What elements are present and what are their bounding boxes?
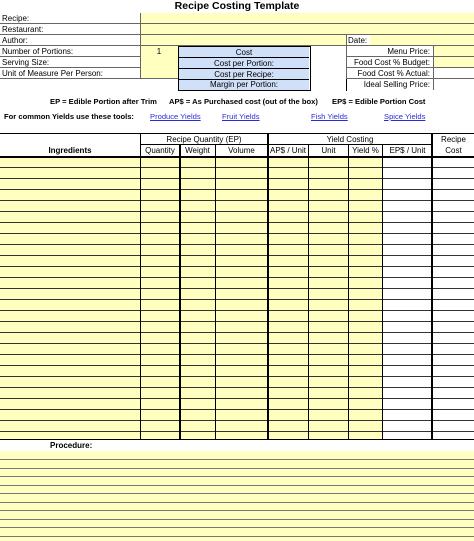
produce-yields-link[interactable]: Produce Yields: [150, 112, 201, 121]
fruit-yields-link[interactable]: Fruit Yields: [222, 112, 260, 121]
ingredients-column-header: Ingredients: [48, 146, 92, 155]
recipe-input[interactable]: [140, 13, 474, 24]
unit-of-measure-field[interactable]: [140, 68, 178, 79]
cost-header: Cost: [179, 47, 309, 58]
serving-size-input[interactable]: [140, 57, 178, 68]
portions-field[interactable]: 1: [140, 46, 178, 57]
legend-row: [0, 96, 474, 107]
weight-column[interactable]: [181, 157, 215, 439]
legend-ap: AP$ = As Purchased cost (out of the box): [169, 97, 318, 106]
legend-eps: EP$ = Edible Portion Cost: [332, 97, 426, 106]
margin-per-portion-label: Margin per Portion:: [179, 80, 309, 90]
procedure-label: Procedure:: [50, 441, 93, 450]
restaurant-label: Restaurant:: [2, 25, 44, 34]
yield-percent-column-header: Yield %: [352, 146, 379, 155]
portions-label: Number of Portions:: [2, 47, 74, 56]
col-sep-quantity: [179, 145, 181, 439]
unit-column-header: Unit: [321, 146, 336, 155]
unit-column[interactable]: [309, 157, 348, 439]
menu-price-input[interactable]: [433, 46, 474, 57]
yield-tools-label: For common Yields use these tools:: [4, 112, 134, 121]
ingredients-table: [0, 133, 474, 440]
col-sep-ingredients: [140, 134, 141, 439]
recipe-quantity-group-header: Recipe Quantity (EP): [141, 134, 267, 145]
recipe-cost-group-header: Recipe: [441, 135, 466, 144]
food-cost-budget-label: Food Cost % Budget:: [353, 58, 430, 67]
page-title: Recipe Costing Template: [174, 0, 300, 12]
cost-per-portion-label: Cost per Portion:: [179, 58, 309, 69]
unit-of-measure-input[interactable]: [140, 68, 178, 79]
unit-of-measure-label: Unit of Measure Per Person:: [2, 69, 103, 78]
fish-yields-link[interactable]: Fish Yields: [311, 112, 348, 121]
menu-price-field[interactable]: [433, 46, 474, 57]
spice-yields-link[interactable]: Spice Yields: [384, 112, 426, 121]
ap-unit-column-header: AP$ / Unit: [269, 146, 306, 155]
cost-column: [433, 157, 474, 439]
serving-size-label: Serving Size:: [2, 58, 50, 67]
volume-column-header: Volume: [228, 146, 255, 155]
legend-ep: EP = Edible Portion after Trim: [50, 97, 157, 106]
food-cost-budget-field[interactable]: [433, 57, 474, 68]
cost-column-header: Cost: [445, 146, 462, 155]
quantity-column-header: Quantity: [145, 146, 175, 155]
date-label: Date:: [348, 36, 368, 45]
ideal-selling-price-label: Ideal Selling Price:: [363, 80, 430, 89]
food-cost-budget-input[interactable]: [433, 57, 474, 68]
ap-unit-column[interactable]: [268, 157, 308, 439]
yield-percent-column[interactable]: [349, 157, 382, 439]
yield-costing-group-header: Yield Costing: [268, 134, 432, 145]
cost-values: [311, 46, 347, 91]
col-sep-yield: [382, 145, 383, 439]
col-sep-weight: [215, 145, 216, 439]
ideal-selling-price-value: [433, 79, 474, 90]
restaurant-field[interactable]: [140, 24, 474, 35]
volume-column[interactable]: [216, 157, 267, 439]
cost-per-recipe-label: Cost per Recipe:: [179, 69, 309, 80]
col-sep-unit: [348, 145, 349, 439]
restaurant-input[interactable]: [140, 24, 474, 35]
weight-column-header: Weight: [185, 146, 210, 155]
date-input[interactable]: [370, 35, 474, 46]
col-sep-ap-unit: [308, 145, 309, 439]
date-field[interactable]: [370, 35, 474, 46]
quantity-column[interactable]: [141, 157, 179, 439]
col-sep-ep-unit: [431, 134, 433, 439]
ingredients-column[interactable]: [0, 157, 140, 439]
author-field[interactable]: [140, 35, 346, 46]
col-sep-volume: [267, 134, 269, 439]
header-form: [0, 13, 474, 93]
food-cost-actual-label: Food Cost % Actual:: [357, 69, 430, 78]
author-input[interactable]: [140, 35, 346, 46]
menu-price-label: Menu Price:: [387, 47, 430, 56]
author-label: Author:: [2, 36, 28, 45]
procedure-section: [0, 440, 474, 541]
yield-tools-row: [0, 111, 474, 122]
recipe-label: Recipe:: [2, 14, 30, 23]
header-bottom-border: [0, 156, 474, 158]
ep-unit-column: [383, 157, 432, 439]
serving-size-field[interactable]: [140, 57, 178, 68]
cost-box: [178, 46, 311, 91]
recipe-field[interactable]: [140, 13, 474, 24]
procedure-area[interactable]: [0, 451, 474, 541]
food-cost-actual-value: [433, 68, 474, 79]
ep-unit-column-header: EP$ / Unit: [389, 146, 426, 155]
